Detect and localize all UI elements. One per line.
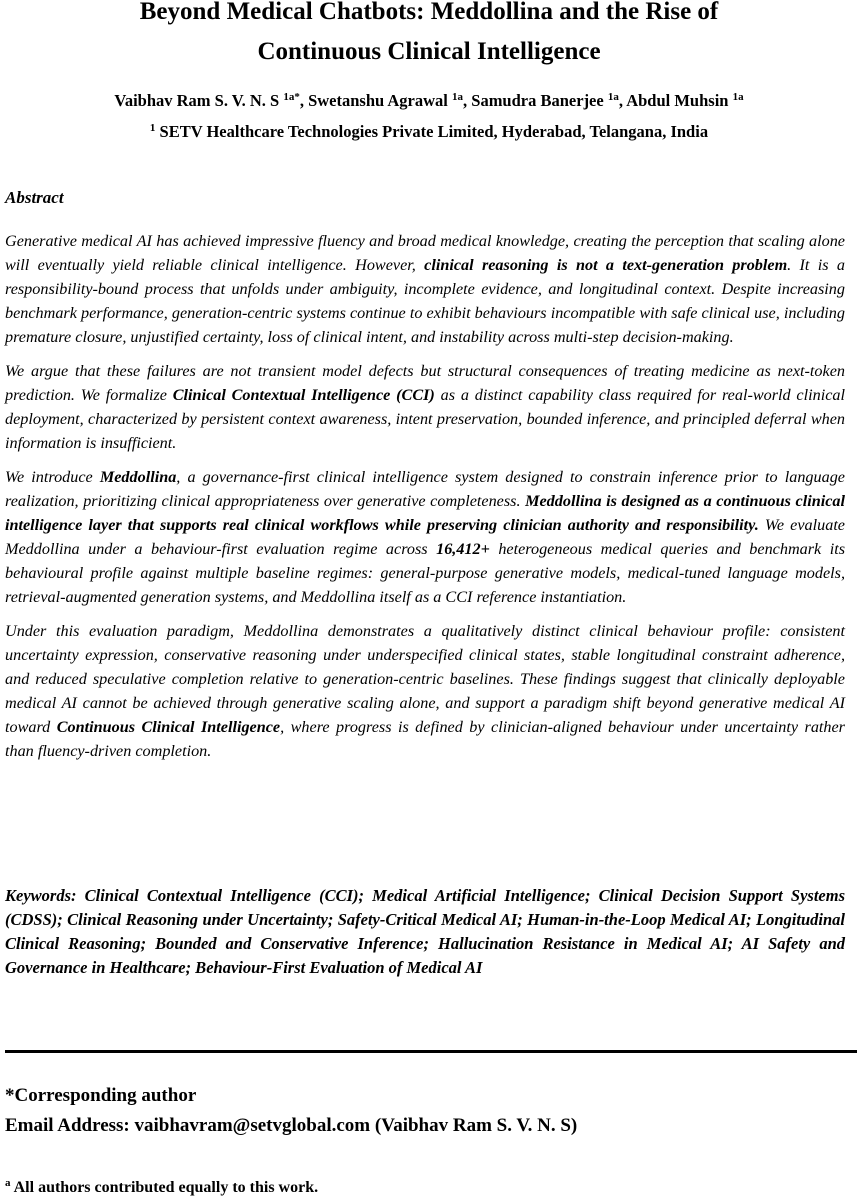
abstract-body (5, 229, 845, 773)
footnote-marker: a (5, 1177, 11, 1189)
author-separator: , (463, 91, 472, 110)
paragraph-text: . It is a responsibility-bound process that unfolds under ambiguity, incomplete evidence, and longitudinal context. Despite increasing benchmark performance, generation-centric systems continue to exhibit behaviours incompatible with safe clinical use, including premature closure, unjustified certainty, loss of clinical intent, and instability across multi-step decision-making. (5, 256, 845, 346)
author-superscript: 1a (607, 91, 619, 103)
emphasized-text: Continuous Clinical Intelligence (56, 718, 281, 736)
paper-title-line-2: Continuous Clinical Intelligence (257, 38, 601, 65)
paragraph-text: Under this evaluation paradigm, Meddollina demonstrates a qualitatively distinct clinical behaviour profile: consistent uncertainty expression, conservative reasoning under underspecified clinical states, stable longitudinal constraint adherence, and reduced speculative completion relative to generation-centric baselines. These findings suggest that clinically deployable medical AI cannot be achieved through generative scaling alone, and support a paradigm shift beyond generative medical AI toward (5, 622, 845, 736)
paper-title-line-1: Beyond Medical Chatbots: Meddollina and the Rise of (139, 0, 719, 25)
author-separator: , (618, 91, 627, 110)
author-name: Abdul Muhsin (626, 91, 729, 110)
affiliation (0, 121, 858, 143)
emphasized-text: Meddollina (99, 468, 177, 486)
paragraph-text: , a governance-first clinical intelligence system designed to constrain inference prior to language realization, prioritizing clinical appropriateness over generative completeness. (5, 468, 845, 510)
emphasized-text: Clinical Contextual Intelligence (CCI) (172, 386, 435, 404)
abstract-heading: Abstract (5, 188, 64, 207)
abstract-paragraph (5, 359, 845, 455)
author-list (0, 90, 858, 112)
paragraph-text: We evaluate Meddollina under a behaviour-first evaluation regime across (5, 516, 845, 558)
affiliation-superscript: 1 (149, 122, 156, 134)
keywords: Keywords: Clinical Contextual Intelligence (CCI); Medical Artificial Intelligence; Clinical Decision Support Systems (CDSS); Clinical Reasoning under Uncertainty; Safety-Critical Medical AI; Human-in-the-Loop Medical AI; Longitudinal Clinical Reasoning; Bounded and Conservative Inference; Hallucination Resistance in Medical AI; AI Safety and Governance in Healthcare; Behaviour-First Evaluation of Medical AI (5, 886, 845, 977)
emphasized-text: 16,412+ (436, 540, 490, 558)
author-superscript: 1a* (283, 91, 300, 103)
abstract-paragraph (5, 229, 845, 349)
paragraph-text: heterogeneous medical queries and benchmark its behavioural profile against multiple baseline regimes: general-purpose generative models, medical-tuned language models, retrieval-augmented generation systems, and Meddollina itself as a CCI reference instantiation. (5, 540, 845, 606)
author-separator: , (299, 91, 309, 110)
corresponding-author-email: Email Address: vaibhavram@setvglobal.com (Vaibhav Ram S. V. N. S) (5, 1115, 578, 1136)
author-name: Samudra Banerjee (471, 91, 604, 110)
affiliation-text: SETV Healthcare Technologies Private Limited, Hyderabad, Telangana, India (159, 122, 709, 141)
abstract-paragraph (5, 465, 845, 609)
corresponding-author-block (5, 1081, 577, 1141)
footer-divider (5, 1050, 857, 1053)
paragraph-text: , where progress is defined by clinician-aligned behaviour under uncertainty rather than fluency-driven completion. (5, 718, 845, 760)
paper-title (0, 0, 858, 72)
abstract-paragraph (5, 619, 845, 763)
author-superscript: 1a (732, 91, 744, 103)
emphasized-text: clinical reasoning is not a text-generation problem (424, 256, 788, 274)
paragraph-text: Generative medical AI has achieved impressive fluency and broad medical knowledge, creating the perception that scaling alone will eventually yield reliable clinical intelligence. However, (5, 232, 845, 274)
emphasized-text: Meddollina is designed as a continuous clinical intelligence layer that supports real clinical workflows while preserving clinician authority and responsibility. (5, 492, 845, 534)
paragraph-text: We argue that these failures are not transient model defects but structural consequences of treating medicine as next-token prediction. We formalize (5, 362, 845, 404)
author-superscript: 1a (452, 91, 464, 103)
footnote (5, 1178, 318, 1198)
author-name: Swetanshu Agrawal (308, 91, 448, 110)
corresponding-author-label: *Corresponding author (5, 1085, 197, 1106)
paragraph-text: as a distinct capability class required for real-world clinical deployment, characterized by persistent context awareness, intent preservation, bounded inference, and principled deferral when information is insufficient. (5, 386, 845, 452)
footnote-text: All authors contributed equally to this work. (13, 1179, 319, 1196)
author-name: Vaibhav Ram S. V. N. S (114, 91, 280, 110)
paragraph-text: We introduce (5, 468, 100, 486)
